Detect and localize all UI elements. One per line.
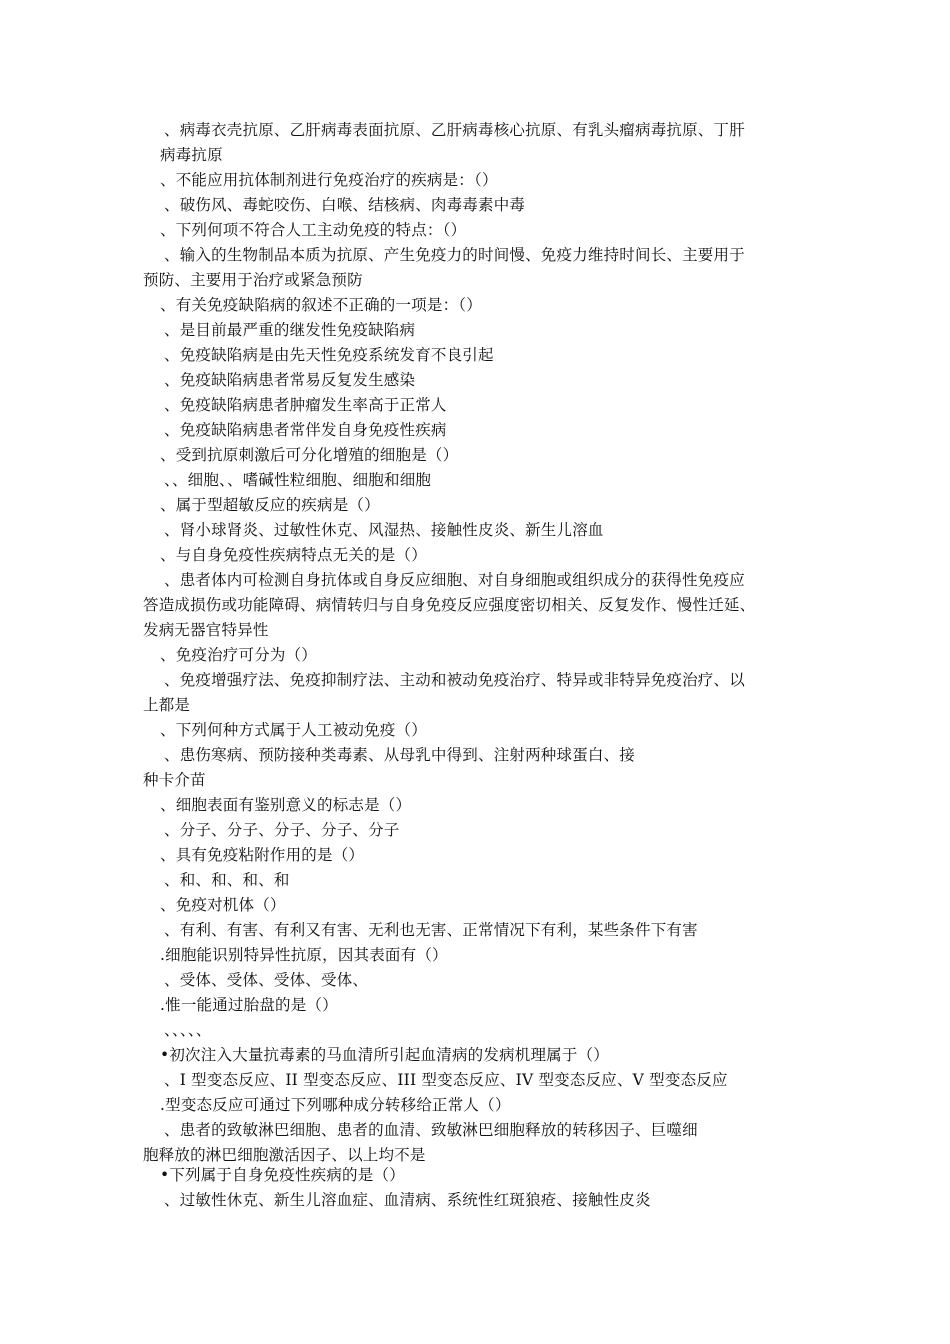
question-line: .型变态反应可通过下列哪种成分转移给正常人（） [160, 1096, 511, 1114]
answer-options-line: 、免疫增强疗法、免疫抑制疗法、主动和被动免疫治疗、特异或非特异免疫治疗、以 [164, 671, 745, 689]
question-line: 、属于型超敏反应的疾病是（） [160, 496, 380, 514]
answer-options-line: 、、细胞、、嗜碱性粒细胞、细胞和细胞 [164, 471, 432, 489]
question-line: 、受到抗原刺激后可分化增殖的细胞是（） [160, 446, 459, 464]
question-line: 、有关免疫缺陷病的叙述不正确的一项是：（） [160, 296, 482, 314]
text-line: 病毒抗原 [160, 146, 223, 164]
question-line: 、与自身免疫性疾病特点无关的是（） [160, 546, 427, 564]
text-line: 预防、主要用于治疗或紧急预防 [143, 271, 363, 289]
answer-options-line: 、有利、有害、有利又有害、无利也无害、正常情况下有利，某些条件下有害 [164, 921, 698, 939]
question-line: 、下列何种方式属于人工被动免疫（） [160, 721, 427, 739]
text-line: 发病无器官特异性 [143, 621, 269, 639]
answer-option-line: 、免疫缺陷病患者肿瘤发生率高于正常人 [164, 396, 447, 414]
text-line: 胞释放的淋巴细胞激活因子、以上均不是 [143, 1146, 426, 1164]
answer-options-line: 、患者的致敏淋巴细胞、患者的血清、致敏淋巴细胞释放的转移因子、巨噬细 [164, 1121, 698, 1139]
text-line: 答造成损伤或功能障碍、病情转归与自身免疫反应强度密切相关、反复发作、慢性迁延、 [143, 596, 756, 614]
answer-options-line: 、分子、分子、分子、分子、分子 [164, 821, 400, 839]
answer-options-line: 、破伤风、毒蛇咬伤、白喉、结核病、肉毒毒素中毒 [164, 196, 526, 214]
answer-option-line: 、免疫缺陷病患者常易反复发生感染 [164, 371, 416, 389]
text-line: 上都是 [143, 696, 191, 714]
question-line: 、不能应用抗体制剂进行免疫治疗的疾病是：（） [160, 171, 498, 189]
answer-options-line: 、患伤寒病、预防接种类毒素、从母乳中得到、注射两种球蛋白、接 [164, 746, 636, 764]
answer-options-line: 、和、和、和、和 [164, 871, 290, 889]
question-line: 、免疫对机体（） [160, 896, 286, 914]
text-line: 、病毒衣壳抗原、乙肝病毒表面抗原、乙肝病毒核心抗原、有乳头瘤病毒抗原、丁肝 [164, 121, 745, 139]
text-line: 种卡介苗 [143, 771, 206, 789]
question-line: •下列属于自身免疫性疾病的是（） [160, 1166, 405, 1184]
answer-options-line: 、过敏性休克、新生儿溶血症、血清病、系统性红斑狼疮、接触性皮炎 [164, 1191, 651, 1209]
question-line: 、免疫治疗可分为（） [160, 646, 318, 664]
question-line: 、下列何项不符合人工主动免疫的特点：（） [160, 221, 467, 239]
answer-options-line: 、、、、、 [164, 1021, 212, 1039]
answer-options-line: 、肾小球肾炎、过敏性休克、风湿热、接触性皮炎、新生儿溶血 [164, 521, 604, 539]
answer-options-line: 、输入的生物制品本质为抗原、产生免疫力的时间慢、免疫力维持时间长、主要用于 [164, 246, 745, 264]
question-line: 、细胞表面有鉴别意义的标志是（） [160, 796, 412, 814]
answer-option-line: 、免疫缺陷病患者常伴发自身免疫性疾病 [164, 421, 447, 439]
answer-option-line: 、是目前最严重的继发性免疫缺陷病 [164, 321, 416, 339]
answer-options-line: 、I 型变态反应、II 型变态反应、III 型变态反应、IV 型变态反应、V 型变态反应 [164, 1071, 728, 1089]
question-line: .惟一能通过胎盘的是（） [160, 996, 338, 1014]
answer-option-line: 、免疫缺陷病是由先天性免疫系统发育不良引起 [164, 346, 494, 364]
question-line: •初次注入大量抗毒素的马血清所引起血清病的发病机理属于（） [160, 1046, 609, 1064]
answer-options-line: 、患者体内可检测自身抗体或自身反应细胞、对自身细胞或组织成分的获得性免疫应 [164, 571, 745, 589]
answer-options-line: 、受体、受体、受体、受体、 [164, 971, 369, 989]
question-line: .细胞能识别特异性抗原，因其表面有（） [160, 946, 448, 964]
question-line: 、具有免疫粘附作用的是（） [160, 846, 365, 864]
